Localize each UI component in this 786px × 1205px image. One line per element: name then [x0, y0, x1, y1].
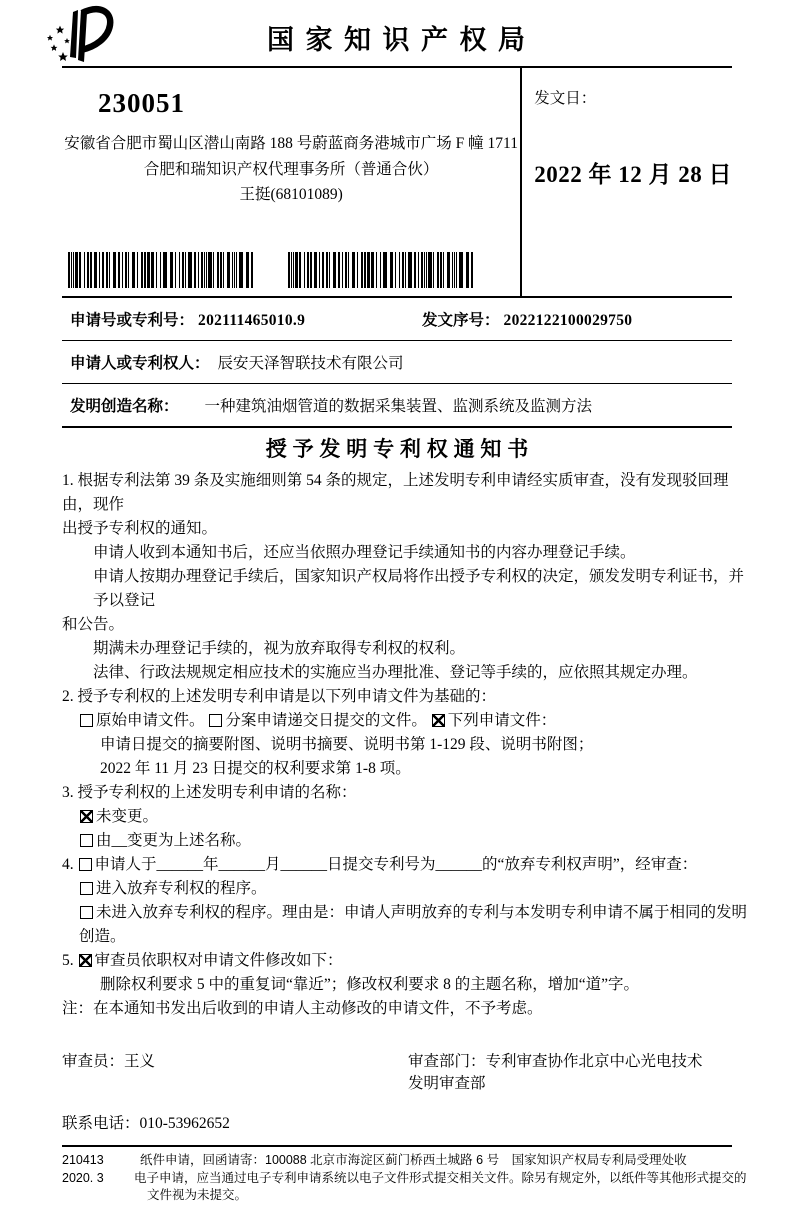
notice-line-20 — [62, 997, 752, 1021]
department-label: 审查部门： — [408, 1053, 486, 1070]
agency-title: 国 家 知 识 产 权 局 — [266, 25, 527, 55]
notice-line-16 — [62, 877, 752, 901]
examiner-row — [62, 1051, 732, 1095]
notice-line-15 — [62, 853, 752, 877]
notice-text: 未变更。 — [96, 808, 159, 825]
applicant-value: 辰安天泽智联技术有限公司 — [217, 355, 404, 372]
notice-text: 4. — [62, 856, 78, 873]
form-footer — [62, 1145, 747, 1205]
checkbox-unchecked-icon — [79, 858, 92, 871]
notice-text: 分案申请递交日提交的文件。 — [225, 712, 431, 729]
address-line: 安徽省合肥市蜀山区潜山南路 188 号蔚蓝商务港城市广场 F 幢 1711 — [64, 135, 518, 152]
barcode-left-icon — [68, 252, 255, 288]
issue-date-block — [520, 68, 732, 296]
notice-line-2 — [62, 517, 752, 541]
notice-text: 期满未办理登记手续的，视为放弃取得专利权的权利。 — [93, 640, 466, 657]
examiner-group — [62, 1051, 408, 1095]
address-line: 王挺(68101089) — [239, 186, 343, 203]
notice-line-14 — [62, 829, 752, 853]
notice-text: 2. 授予专利权的上述发明专利申请是以下列申请文件为基础的： — [62, 688, 497, 705]
invention-title-label: 发明创造名称： — [70, 398, 179, 415]
mailing-section — [62, 68, 732, 298]
department-group — [408, 1051, 732, 1095]
issue-date-value: 2022 年 12 月 28 日 — [534, 162, 732, 187]
notice-text: 申请人于______年______月______日提交专利号为______的“放弃专利权声明”，经审查： — [94, 856, 698, 873]
notice-text: 删除权利要求 5 中的重复词“靠近”；修改权利要求 8 的主题名称，增加“道”字。 — [100, 976, 640, 993]
serial-number-group — [422, 308, 632, 330]
notice-text: 和公告。 — [62, 616, 125, 633]
notice-line-10 — [62, 733, 752, 757]
application-number-row — [62, 298, 732, 341]
serial-number-value: 2022122100029750 — [503, 312, 633, 329]
checkbox-checked-icon — [79, 954, 92, 967]
form-version: 2020. 3 — [62, 1170, 104, 1185]
notice-text: 2022 年 11 月 23 日提交的权利要求第 1-8 项。 — [100, 760, 411, 777]
notice-text: 出授予专利权的通知。 — [62, 520, 218, 537]
cnipa-emblem-icon — [38, 4, 122, 68]
footer-line: 纸件申请，回函请寄：100088 北京市海淀区蓟门桥西土城路 6 号 国家知识产权局专利局受理处收 — [140, 1153, 687, 1167]
notice-line-17 — [62, 901, 752, 949]
examiner-section — [62, 1051, 732, 1135]
recipient-address — [62, 131, 520, 208]
applicant-label: 申请人或专利权人： — [70, 355, 210, 372]
notice-line-13 — [62, 805, 752, 829]
checkbox-unchecked-icon — [80, 714, 93, 727]
form-code-block — [62, 1152, 134, 1205]
footer-instructions — [134, 1152, 747, 1205]
checkbox-unchecked-icon — [80, 882, 93, 895]
notice-line-19 — [62, 973, 752, 997]
notice-text: 未进入放弃专利权的程序。理由是：申请人声明放弃的专利与本发明专利申请不属于相同的发明创造。 — [79, 904, 748, 945]
notice-text: 5. — [62, 952, 78, 969]
checkbox-unchecked-icon — [80, 906, 93, 919]
footer-line: 电子申请，应当通过电子专利申请系统以电子文件形式提交相关文件。除另有规定外，以纸件等其他形式提交的 — [134, 1170, 747, 1185]
notice-text: 下列申请文件： — [447, 712, 557, 729]
contact-phone-row — [62, 1113, 732, 1135]
notice-line-3 — [62, 541, 752, 565]
contact-phone-label: 联系电话： — [62, 1115, 140, 1132]
notice-line-5 — [62, 613, 752, 637]
notice-text: 进入放弃专利权的程序。 — [96, 880, 267, 897]
notice-title: 授 予 发 明 专 利 权 通 知 书 — [265, 438, 529, 461]
notice-line-7 — [62, 661, 752, 685]
footer-line: 文件视为未提交。 — [147, 1188, 248, 1202]
contact-phone-value: 010-53962652 — [139, 1115, 230, 1132]
department-line1: 专利审查协作北京中心光电技术 — [485, 1053, 703, 1070]
application-number-group — [70, 308, 422, 330]
notice-text: 申请人按期办理登记手续后，国家知识产权局将作出授予专利权的决定，颁发发明专利证书，并予以登记 — [93, 568, 745, 609]
application-number-value: 202111465010.9 — [198, 312, 306, 329]
barcode-row — [68, 252, 520, 288]
notice-text: 法律、行政法规规定相应技术的实施应当办理批准、登记等手续的，应依照其规定办理。 — [93, 664, 698, 681]
examiner-name: 王义 — [124, 1053, 156, 1070]
notice-line-4 — [62, 565, 752, 613]
notice-line-6 — [62, 637, 752, 661]
notice-text: 1. 根据专利法第 39 条及实施细则第 54 条的规定，上述发明专利申请经实质审查，没有发现驳回理由，现作 — [62, 472, 729, 513]
invention-title-row — [62, 384, 732, 428]
notice-text: 审查员依职权对申请文件修改如下： — [94, 952, 343, 969]
notice-line-18 — [62, 949, 752, 973]
checkbox-unchecked-icon — [80, 834, 93, 847]
invention-title-value: 一种建筑油烟管道的数据采集装置、监测系统及监测方法 — [204, 398, 593, 415]
notice-text: 注：在本通知书发出后收到的申请人主动修改的申请文件，不予考虑。 — [62, 1000, 543, 1017]
checkbox-unchecked-icon — [209, 714, 222, 727]
serial-number-label: 发文序号： — [422, 312, 500, 329]
checkbox-checked-icon — [80, 810, 93, 823]
examiner-label: 审查员： — [62, 1053, 125, 1070]
address-line: 合肥和瑞知识产权代理事务所（普通合伙） — [143, 160, 439, 178]
notice-text: 3. 授予专利权的上述发明专利申请的名称： — [62, 784, 357, 801]
applicant-row — [62, 341, 732, 384]
form-code: 210413 — [62, 1153, 104, 1167]
notice-line-12 — [62, 781, 752, 805]
notice-line-11 — [62, 757, 752, 781]
barcode-right-icon — [288, 252, 475, 288]
department-line2: 发明审查部 — [408, 1075, 486, 1092]
notice-body — [62, 469, 752, 1021]
document-header — [0, 0, 786, 66]
issue-date-label: 发文日： — [534, 90, 597, 107]
postal-code: 230051 — [98, 88, 185, 118]
notice-text: 由__变更为上述名称。 — [96, 832, 252, 849]
notice-line-9 — [62, 709, 752, 733]
application-number-label: 申请号或专利号： — [70, 312, 195, 329]
notice-text: 原始申请文件。 — [96, 712, 209, 729]
notice-text: 申请人收到本通知书后，还应当依照办理登记手续通知书的内容办理登记手续。 — [93, 544, 636, 561]
notice-line-1 — [62, 469, 752, 517]
notice-line-8 — [62, 685, 752, 709]
mailing-address-block — [62, 68, 520, 296]
notice-text: 申请日提交的摘要附图、说明书摘要、说明书第 1-129 段、说明书附图； — [100, 736, 594, 753]
checkbox-checked-icon — [432, 714, 445, 727]
